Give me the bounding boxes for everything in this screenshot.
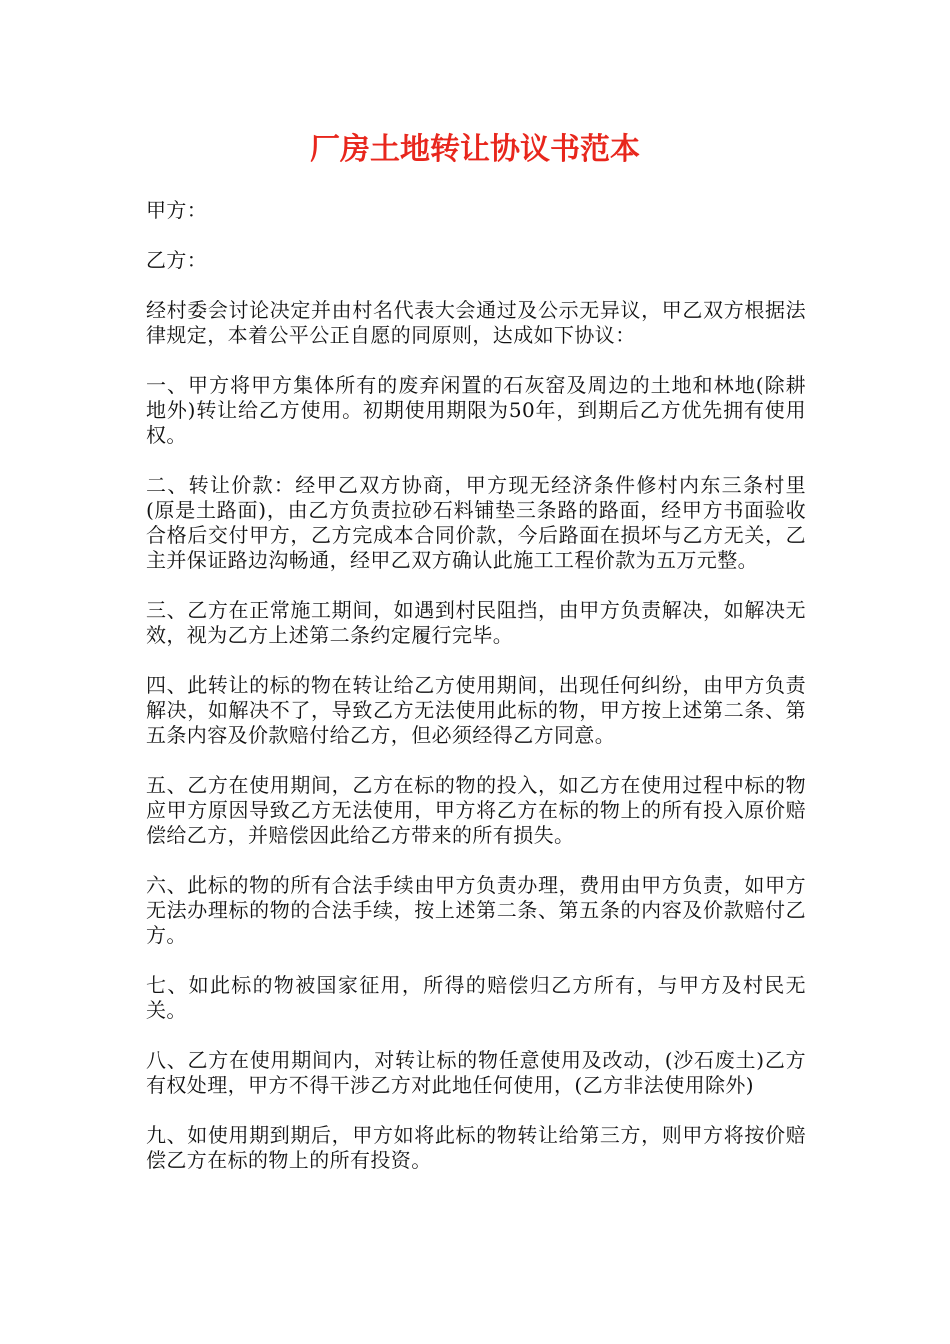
clause-3: 三、乙方在正常施工期间，如遇到村民阻挡，由甲方负责解决，如解决无效，视为乙方上述第二条约定履行完毕。 xyxy=(146,598,806,647)
clause-5: 五、乙方在使用期间，乙方在标的物的投入，如乙方在使用过程中标的物应甲方原因导致乙方无法使用，甲方将乙方在标的物上的所有投入原价赔偿给乙方，并赔偿因此给乙方带来的所有损失。 xyxy=(146,773,806,847)
document-title: 厂房土地转让协议书范本 xyxy=(310,132,640,167)
clause-7: 七、如此标的物被国家征用，所得的赔偿归乙方所有，与甲方及村民无关。 xyxy=(146,973,806,1022)
clause-8: 八、乙方在使用期间内，对转让标的物任意使用及改动，(沙石废土)乙方有权处理，甲方不得干涉乙方对此地任何使用，(乙方非法使用除外) xyxy=(146,1048,806,1097)
party-a-line: 甲方： xyxy=(146,198,208,222)
clause-6: 六、此标的物的所有合法手续由甲方负责办理，费用由甲方负责，如甲方无法办理标的物的合法手续，按上述第二条、第五条的内容及价款赔付乙方。 xyxy=(146,873,806,947)
document-body xyxy=(146,198,806,1198)
clause-2: 二、转让价款：经甲乙双方协商，甲方现无经济条件修村内东三条村里(原是土路面)，由乙方负责拉砂石料铺垫三条路的路面，经甲方书面验收合格后交付甲方，乙方完成本合同价款，今后路面在损坏与乙方无关，乙主并保证路边沟畅通，经甲乙双方确认此施工工程价款为五万元整。 xyxy=(146,473,806,572)
party-b-line: 乙方： xyxy=(146,248,208,272)
clause-4: 四、此转让的标的物在转让给乙方使用期间，出现任何纠纷，由甲方负责解决，如解决不了，导致乙方无法使用此标的物，甲方按上述第二条、第五条内容及价款赔付给乙方，但必须经得乙方同意。 xyxy=(146,673,806,747)
clause-9: 九、如使用期到期后，甲方如将此标的物转让给第三方，则甲方将按价赔偿乙方在标的物上的所有投资。 xyxy=(146,1123,806,1172)
clause-1: 一、甲方将甲方集体所有的废弃闲置的石灰窑及周边的土地和林地(除耕地外)转让给乙方使用。初期使用期限为50年，到期后乙方优先拥有使用权。 xyxy=(146,373,806,447)
preamble-paragraph: 经村委会讨论决定并由村名代表大会通过及公示无异议，甲乙双方根据法律规定，本着公平公正自愿的同原则，达成如下协议： xyxy=(146,298,806,347)
